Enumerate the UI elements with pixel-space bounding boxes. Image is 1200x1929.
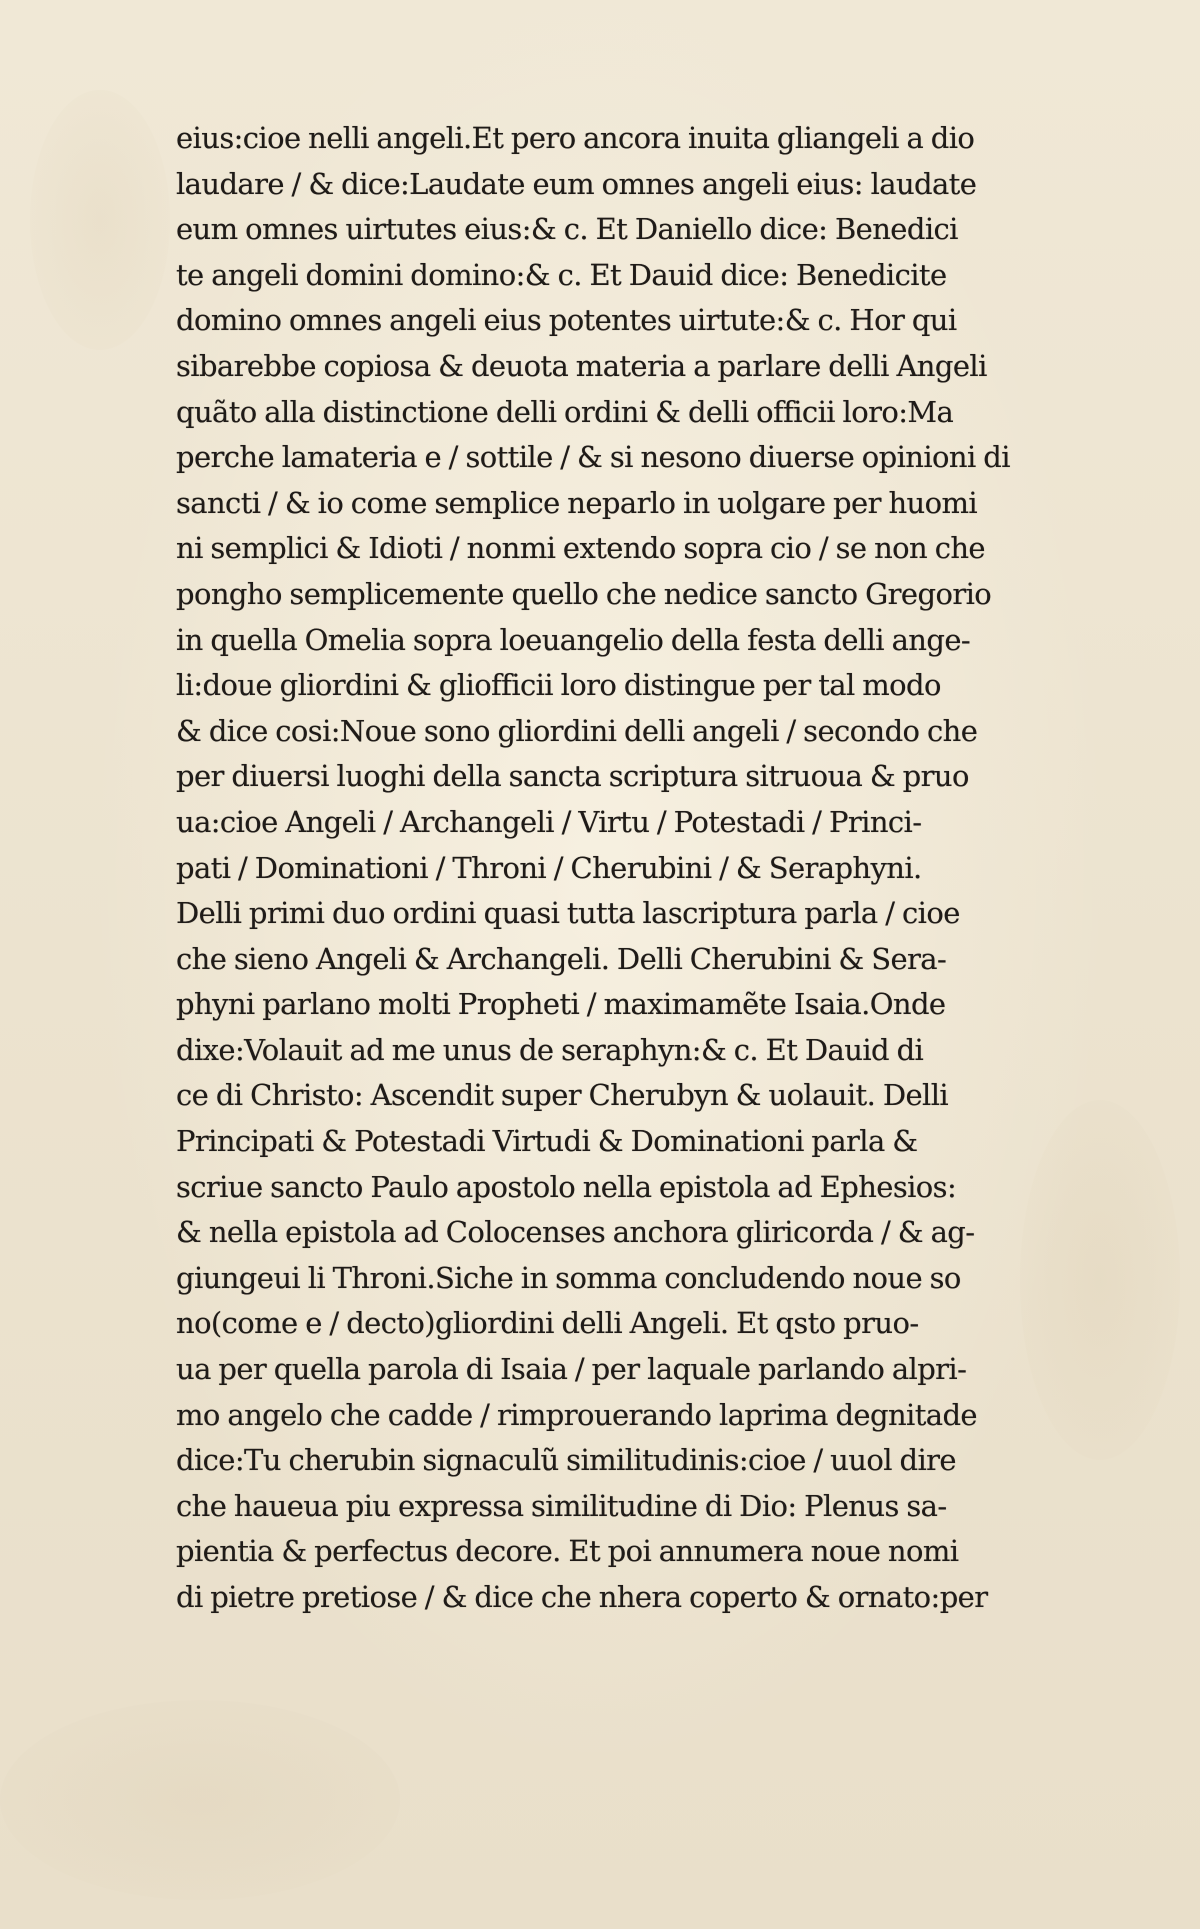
text-line: ce di Christo: Ascendit super Cherubyn & uolauit. Delli xyxy=(176,1078,949,1113)
text-line: Principati & Potestadi Virtudi & Dominationi parla & xyxy=(176,1124,918,1159)
text-line: & nella epistola ad Colocenses anchora gliricorda / & ag- xyxy=(176,1215,975,1250)
text-line: ua:cioe Angeli / Archangeli / Virtu / Potestadi / Princi- xyxy=(176,804,922,839)
paper-stain xyxy=(30,90,170,350)
paper-stain xyxy=(0,1700,400,1900)
text-line: & dice cosi:Noue sono gliordini delli angeli / secondo che xyxy=(176,713,978,748)
text-line: pongho semplicemente quello che nedice sancto Gregorio xyxy=(176,576,992,611)
text-line: sancti / & io come semplice neparlo in uolgare per huomi xyxy=(176,485,978,520)
text-line: ni semplici & Idioti / nonmi extendo sopra cio / se non che xyxy=(176,531,985,566)
text-line: perche lamateria e / sottile / & si nesono diuerse opinioni di xyxy=(176,440,1010,475)
text-line: laudare / & dice:Laudate eum omnes angeli eius: laudate xyxy=(176,166,977,201)
paper-stain xyxy=(1020,1100,1180,1460)
text-line: in quella Omelia sopra loeuangelio della festa delli ange- xyxy=(176,622,971,657)
text-line: ua per quella parola di Isaia / per laquale parlando alpri- xyxy=(176,1352,967,1387)
text-line: Delli primi duo ordini quasi tutta lascriptura parla / cioe xyxy=(176,896,960,931)
text-line: per diuersi luoghi della sancta scriptura sitruoua & pruo xyxy=(176,759,969,794)
text-line: li:doue gliordini & gliofficii loro distingue per tal modo xyxy=(176,668,941,703)
text-line: no(come e / decto)gliordini delli Angeli. Et qsto pruo- xyxy=(176,1306,919,1341)
text-block xyxy=(176,116,1036,1621)
text-line: di pietre pretiose / & dice che nhera coperto & ornato:per xyxy=(176,1580,988,1614)
text-line: eum omnes uirtutes eius:& c. Et Daniello dice: Benedici xyxy=(176,212,958,247)
text-line: eius:cioe nelli angeli.Et pero ancora inuita gliangeli a dio xyxy=(176,121,975,155)
text-line: sibarebbe copiosa & deuota materia a parlare delli Angeli xyxy=(176,348,987,383)
text-line: mo angelo che cadde / rimprouerando laprima degnitade xyxy=(176,1397,977,1432)
text-line: scriue sancto Paulo apostolo nella epistola ad Ephesios: xyxy=(176,1169,957,1204)
text-line: che haueua piu expressa similitudine di Dio: Plenus sa- xyxy=(176,1488,947,1523)
text-line: pati / Dominationi / Throni / Cherubini / & Seraphyni. xyxy=(176,850,922,885)
text-line: che sieno Angeli & Archangeli. Delli Cherubini & Sera- xyxy=(176,941,947,976)
text-line: te angeli domini domino:& c. Et Dauid dice: Benedicite xyxy=(176,257,947,292)
text-line: phyni parlano molti Propheti / maximamẽte Isaia.Onde xyxy=(176,987,946,1022)
text-line: dixe:Volauit ad me unus de seraphyn:& c. Et Dauid di xyxy=(176,1032,924,1067)
text-line: quãto alla distinctione delli ordini & delli officii loro:Ma xyxy=(176,394,954,429)
text-line: dice:Tu cherubin signaculũ similitudinis:cioe / uuol dire xyxy=(176,1443,956,1478)
text-line: giungeui li Throni.Siche in somma concludendo noue so xyxy=(176,1260,961,1295)
text-line: pientia & perfectus decore. Et poi annumera noue nomi xyxy=(176,1534,959,1569)
text-line: domino omnes angeli eius potentes uirtute:& c. Hor qui xyxy=(176,303,957,338)
